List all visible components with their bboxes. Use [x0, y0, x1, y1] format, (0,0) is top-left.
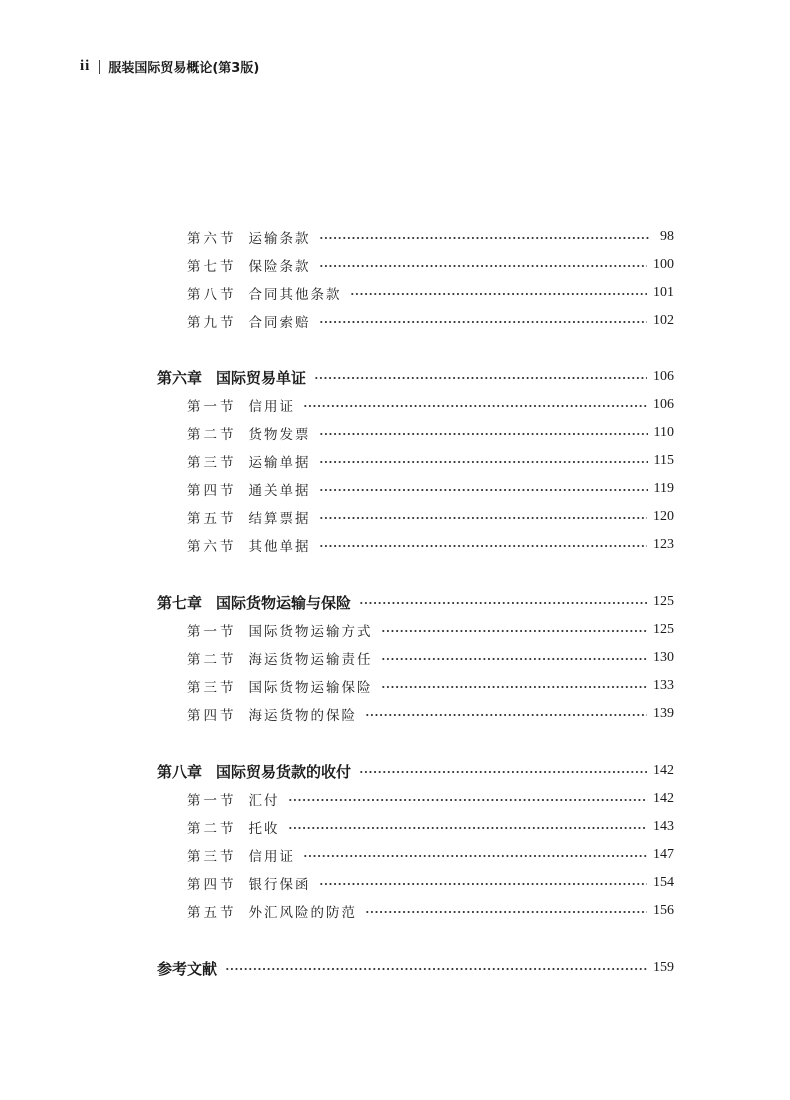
page-number: ii	[80, 58, 91, 74]
section-number: 第二节	[187, 652, 237, 668]
section-number: 第一节	[187, 793, 237, 809]
section-title: 运输条款	[248, 231, 311, 247]
toc-entry-section[interactable]	[187, 310, 674, 332]
toc-entry-section[interactable]	[187, 478, 674, 500]
section-number: 第一节	[187, 399, 237, 415]
dot-leader	[319, 320, 648, 324]
page-ref: 106	[653, 397, 674, 412]
dot-leader	[303, 854, 647, 858]
chapter-title: 国际贸易单证	[216, 368, 307, 387]
section-number: 第七节	[187, 259, 237, 275]
page-ref: 125	[653, 594, 674, 609]
section-title: 信用证	[248, 399, 295, 415]
page-ref: 130	[653, 650, 674, 665]
dot-leader	[381, 657, 648, 661]
page-ref: 125	[653, 622, 674, 637]
dot-leader	[319, 264, 648, 268]
section-number: 第二节	[187, 427, 237, 443]
page-ref: 142	[653, 763, 674, 778]
toc-entry-section[interactable]	[187, 619, 674, 641]
toc-entry-references[interactable]	[157, 957, 674, 979]
page-ref: 115	[653, 453, 674, 468]
chapter-number: 第六章	[157, 368, 203, 387]
dot-leader	[381, 685, 648, 689]
book-title: 服装国际贸易概论(第3版)	[108, 61, 260, 76]
page-ref: 110	[653, 425, 674, 440]
section-title: 国际货物运输保险	[248, 680, 373, 696]
toc-entry-section[interactable]	[187, 788, 674, 810]
page-ref: 101	[653, 285, 674, 300]
page-ref: 120	[653, 509, 674, 524]
page-ref: 156	[653, 903, 674, 918]
dot-leader	[288, 826, 648, 830]
toc-entry-section[interactable]	[187, 282, 674, 304]
dot-leader	[319, 882, 648, 886]
toc-entry-chapter[interactable]	[157, 366, 674, 388]
page-ref: 119	[653, 481, 674, 496]
section-title: 合同索赔	[248, 315, 311, 331]
dot-leader	[359, 601, 647, 605]
section-number: 第一节	[187, 624, 237, 640]
section-number: 第五节	[187, 511, 237, 527]
toc-entry-section[interactable]	[187, 872, 674, 894]
section-title: 银行保函	[248, 877, 311, 893]
dot-leader	[303, 404, 647, 408]
section-title: 通关单据	[248, 483, 311, 499]
dot-leader	[319, 516, 648, 520]
section-number: 第四节	[187, 708, 237, 724]
dot-leader	[288, 798, 648, 802]
section-title: 保险条款	[248, 259, 311, 275]
section-number: 第三节	[187, 455, 237, 471]
toc-entry-section[interactable]	[187, 226, 674, 248]
section-number: 第四节	[187, 483, 237, 499]
section-title: 信用证	[248, 849, 295, 865]
section-number: 第八节	[187, 287, 237, 303]
section-number: 第六节	[187, 231, 237, 247]
page-ref: 147	[653, 847, 674, 862]
section-number: 第九节	[187, 315, 237, 331]
dot-leader	[319, 488, 648, 492]
section-title: 合同其他条款	[248, 287, 342, 303]
dot-leader	[359, 770, 647, 774]
page-ref: 106	[653, 369, 674, 384]
chapter-title: 国际货物运输与保险	[216, 593, 352, 612]
page-ref: 102	[653, 313, 674, 328]
toc-entry-section[interactable]	[187, 816, 674, 838]
dot-leader	[381, 629, 648, 633]
section-title: 结算票据	[248, 511, 311, 527]
toc-entry-section[interactable]	[187, 394, 674, 416]
page-ref: 133	[653, 678, 674, 693]
page-ref: 139	[653, 706, 674, 721]
toc-entry-section[interactable]	[187, 422, 674, 444]
dot-leader	[225, 967, 647, 971]
section-number: 第四节	[187, 877, 237, 893]
dot-leader	[365, 910, 647, 914]
section-number: 第五节	[187, 905, 237, 921]
section-title: 外汇风险的防范	[248, 905, 357, 921]
toc-entry-section[interactable]	[187, 675, 674, 697]
references-title: 参考文献	[157, 959, 218, 978]
toc-entry-section[interactable]	[187, 506, 674, 528]
toc-entry-section[interactable]	[187, 450, 674, 472]
toc-entry-chapter[interactable]	[157, 591, 674, 613]
dot-leader	[365, 713, 647, 717]
toc-entry-section[interactable]	[187, 647, 674, 669]
dot-leader	[319, 544, 648, 548]
chapter-title: 国际贸易货款的收付	[216, 762, 352, 781]
toc-entry-section[interactable]	[187, 900, 674, 922]
section-title: 汇付	[248, 793, 280, 809]
page-ref: 98	[660, 229, 674, 244]
toc-entry-section[interactable]	[187, 703, 674, 725]
dot-leader	[319, 236, 651, 240]
section-title: 托收	[248, 821, 280, 837]
toc-entry-section[interactable]	[187, 844, 674, 866]
chapter-number: 第七章	[157, 593, 203, 612]
toc-entry-section[interactable]	[187, 254, 674, 276]
page-ref: 142	[653, 791, 674, 806]
section-number: 第六节	[187, 539, 237, 555]
section-title: 其他单据	[248, 539, 311, 555]
section-title: 海运货物运输责任	[248, 652, 373, 668]
dot-leader	[350, 292, 648, 296]
page-ref: 143	[653, 819, 674, 834]
section-number: 第三节	[187, 849, 237, 865]
dot-leader	[319, 460, 648, 464]
section-number: 第二节	[187, 821, 237, 837]
chapter-number: 第八章	[157, 762, 203, 781]
page-ref: 100	[653, 257, 674, 272]
toc-entry-chapter[interactable]	[157, 760, 674, 782]
page-ref: 123	[653, 537, 674, 552]
section-number: 第三节	[187, 680, 237, 696]
page-ref: 159	[653, 960, 674, 975]
section-title: 货物发票	[248, 427, 311, 443]
toc-entry-section[interactable]	[187, 534, 674, 556]
dot-leader	[319, 432, 648, 436]
section-title: 国际货物运输方式	[248, 624, 373, 640]
section-title: 海运货物的保险	[248, 708, 357, 724]
page-ref: 154	[653, 875, 674, 890]
section-title: 运输单据	[248, 455, 311, 471]
dot-leader	[314, 376, 647, 380]
